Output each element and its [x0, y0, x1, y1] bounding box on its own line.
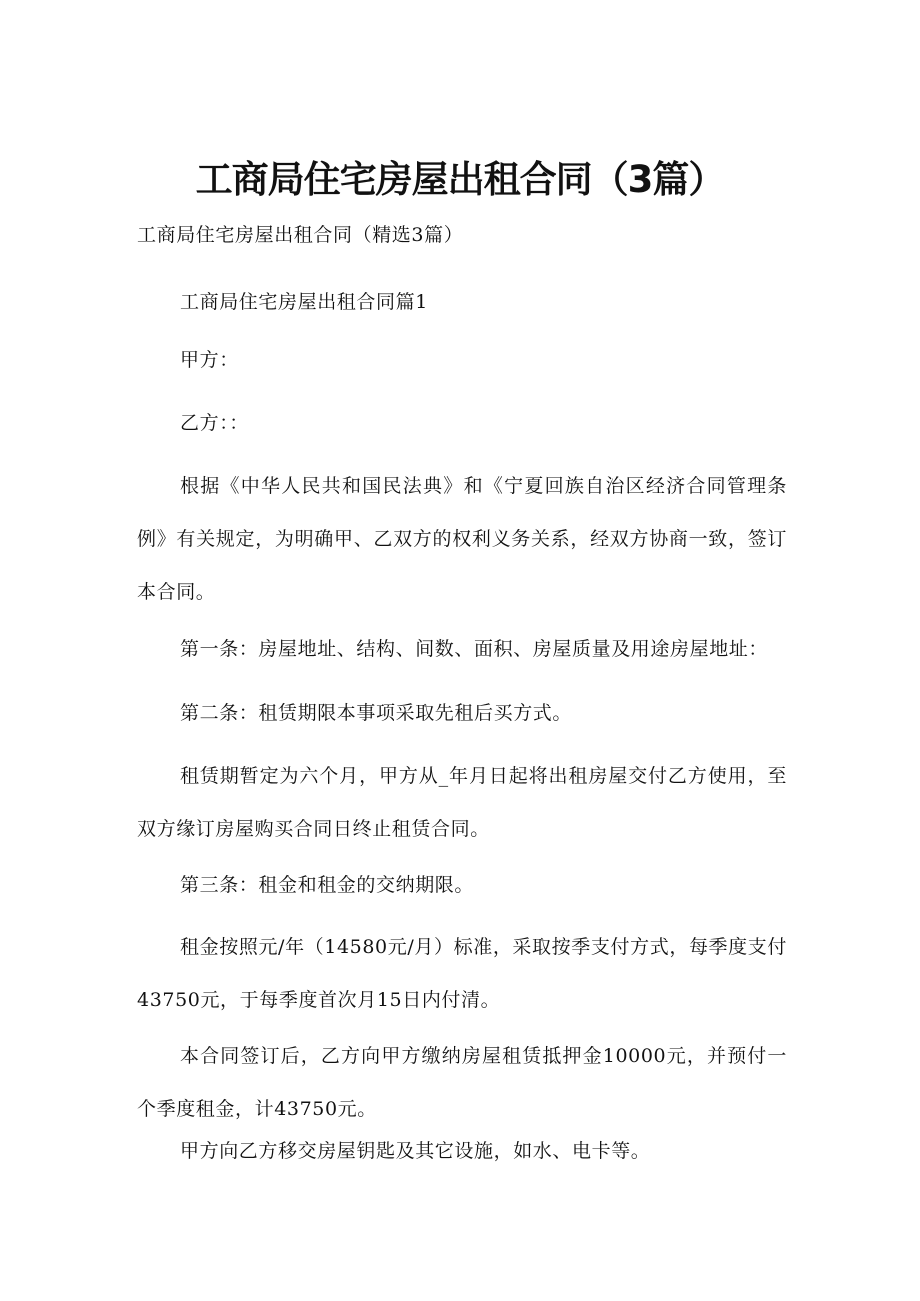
party-b-label: 乙方：：: [180, 412, 249, 434]
document-title: 工商局住宅房屋出租合同（3篇）: [195, 158, 725, 201]
paragraph-article-2: 第二条：租赁期限本事项采取先租后买方式。: [180, 702, 573, 724]
paragraph-deposit: 本合同签订后，乙方向甲方缴纳房屋租赁抵押金10000元，并预付一个季度租金，计43750元。: [137, 1045, 787, 1120]
paragraph-lease-term: 租赁期暂定为六个月，甲方从_年月日起将出租房屋交付乙方使用，至双方缘订房屋购买合同日终止租赁合同。: [137, 765, 787, 840]
party-a-label: 甲方：: [180, 349, 239, 371]
paragraph-handover: 甲方向乙方移交房屋钥匙及其它设施，如水、电卡等。: [180, 1140, 651, 1162]
paragraph-article-1: 第一条：房屋地址、结构、间数、面积、房屋质量及用途房屋地址：: [180, 638, 769, 660]
paragraph-rent-standard: 租金按照元/年（14580元/月）标准，采取按季支付方式，每季度支付43750元，于每季度首次月15日内付清。: [137, 936, 787, 1011]
paragraph-article-3: 第三条：租金和租金的交纳期限。: [180, 874, 475, 896]
paragraph-preamble: 根据《中华人民共和国民法典》和《宁夏回族自治区经济合同管理条例》有关规定，为明确甲、乙双方的权利义务关系，经双方协商一致，签订本合同。: [137, 475, 787, 603]
section-heading: 工商局住宅房屋出租合同篇1: [180, 291, 428, 313]
document-subtitle: 工商局住宅房屋出租合同（精选3篇）: [137, 224, 464, 246]
